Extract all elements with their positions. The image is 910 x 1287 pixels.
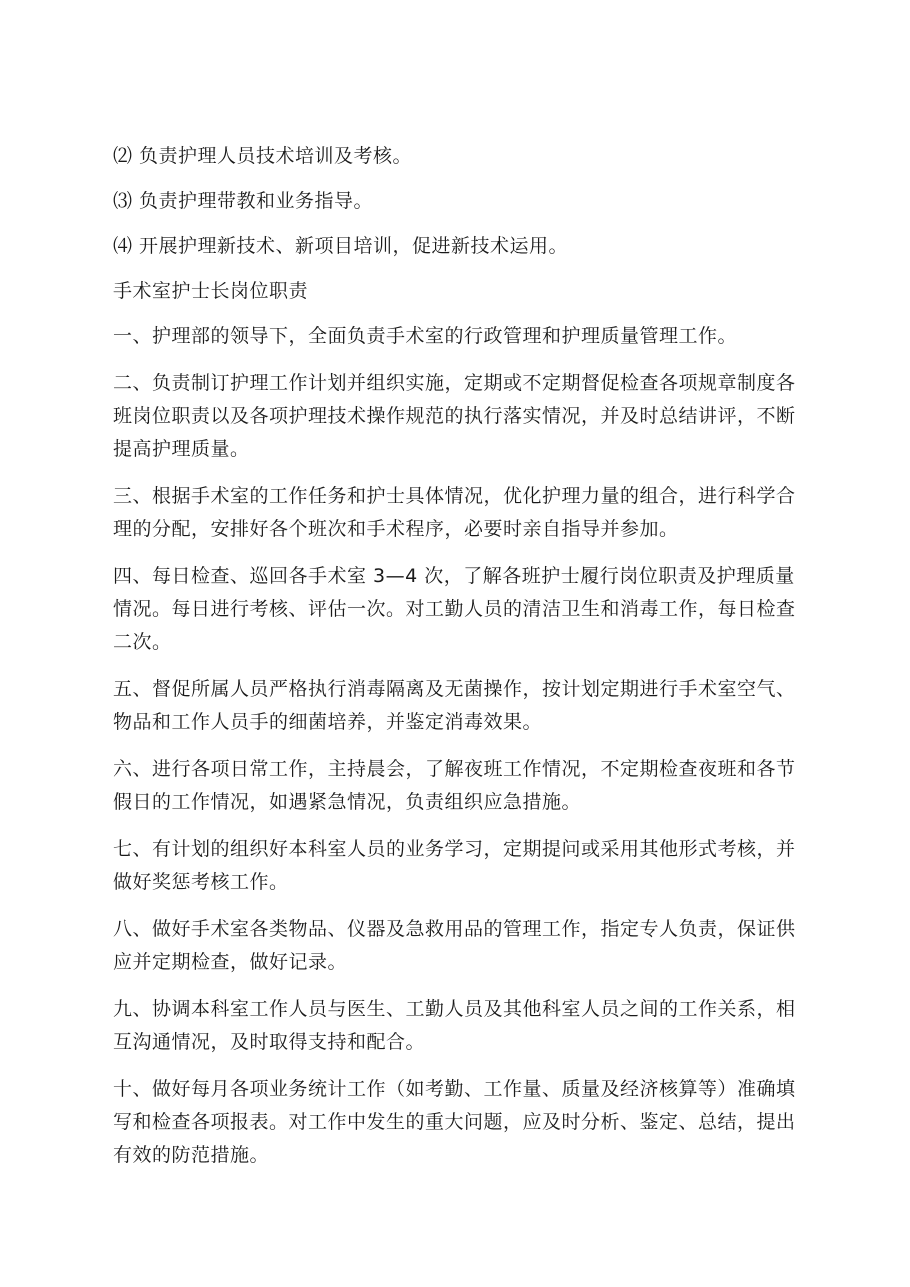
duty-item-7: 七、有计划的组织好本科室人员的业务学习，定期提问或采用其他形式考核，并做好奖惩考核工作。 <box>113 838 796 893</box>
document-body <box>113 140 803 1186</box>
duty-item-9: 九、协调本科室工作人员与医生、工勤人员及其他科室人员之间的工作关系，相互沟通情况，及时取得支持和配合。 <box>113 998 796 1053</box>
duty-item-4: 四、每日检查、巡回各手术室 3—4 次，了解各班护士履行岗位职责及护理质量情况。每日进行考核、评估一次。对工勤人员的清洁卫生和消毒工作，每日检查二次。 <box>113 565 796 653</box>
duty-item-8: 八、做好手术室各类物品、仪器及急救用品的管理工作，指定专人负责，保证供应并定期检查，做好记录。 <box>113 918 796 973</box>
duty-item-10: 十、做好每月各项业务统计工作（如考勤、工作量、质量及经济核算等）准确填写和检查各项报表。对工作中发生的重大问题，应及时分析、鉴定、总结，提出有效的防范措施。 <box>113 1078 796 1166</box>
list-item-3: ⑶ 负责护理带教和业务指导。 <box>113 190 374 212</box>
duty-item-6: 六、进行各项日常工作，主持晨会，了解夜班工作情况，不定期检查夜班和各节假日的工作情况，如遇紧急情况，负责组织应急措施。 <box>113 758 796 813</box>
list-item-2: ⑵ 负责护理人员技术培训及考核。 <box>113 145 413 167</box>
duty-item-1: 一、护理部的领导下，全面负责手术室的行政管理和护理质量管理工作。 <box>113 325 738 347</box>
section-heading: 手术室护士长岗位职责 <box>113 280 309 302</box>
duty-item-5: 五、督促所属人员严格执行消毒隔离及无菌操作，按计划定期进行手术室空气、物品和工作人员手的细菌培养，并鉴定消毒效果。 <box>113 678 796 733</box>
duty-item-2: 二、负责制订护理工作计划并组织实施，定期或不定期督促检查各项规章制度各班岗位职责以及各项护理技术操作规范的执行落实情况，并及时总结讲评，不断提高护理质量。 <box>113 372 796 460</box>
duty-item-3: 三、根据手术室的工作任务和护士具体情况，优化护理力量的组合，进行科学合理的分配，安排好各个班次和手术程序，必要时亲自指导并参加。 <box>113 485 796 540</box>
list-item-4: ⑷ 开展护理新技术、新项目培训，促进新技术运用。 <box>113 235 569 257</box>
